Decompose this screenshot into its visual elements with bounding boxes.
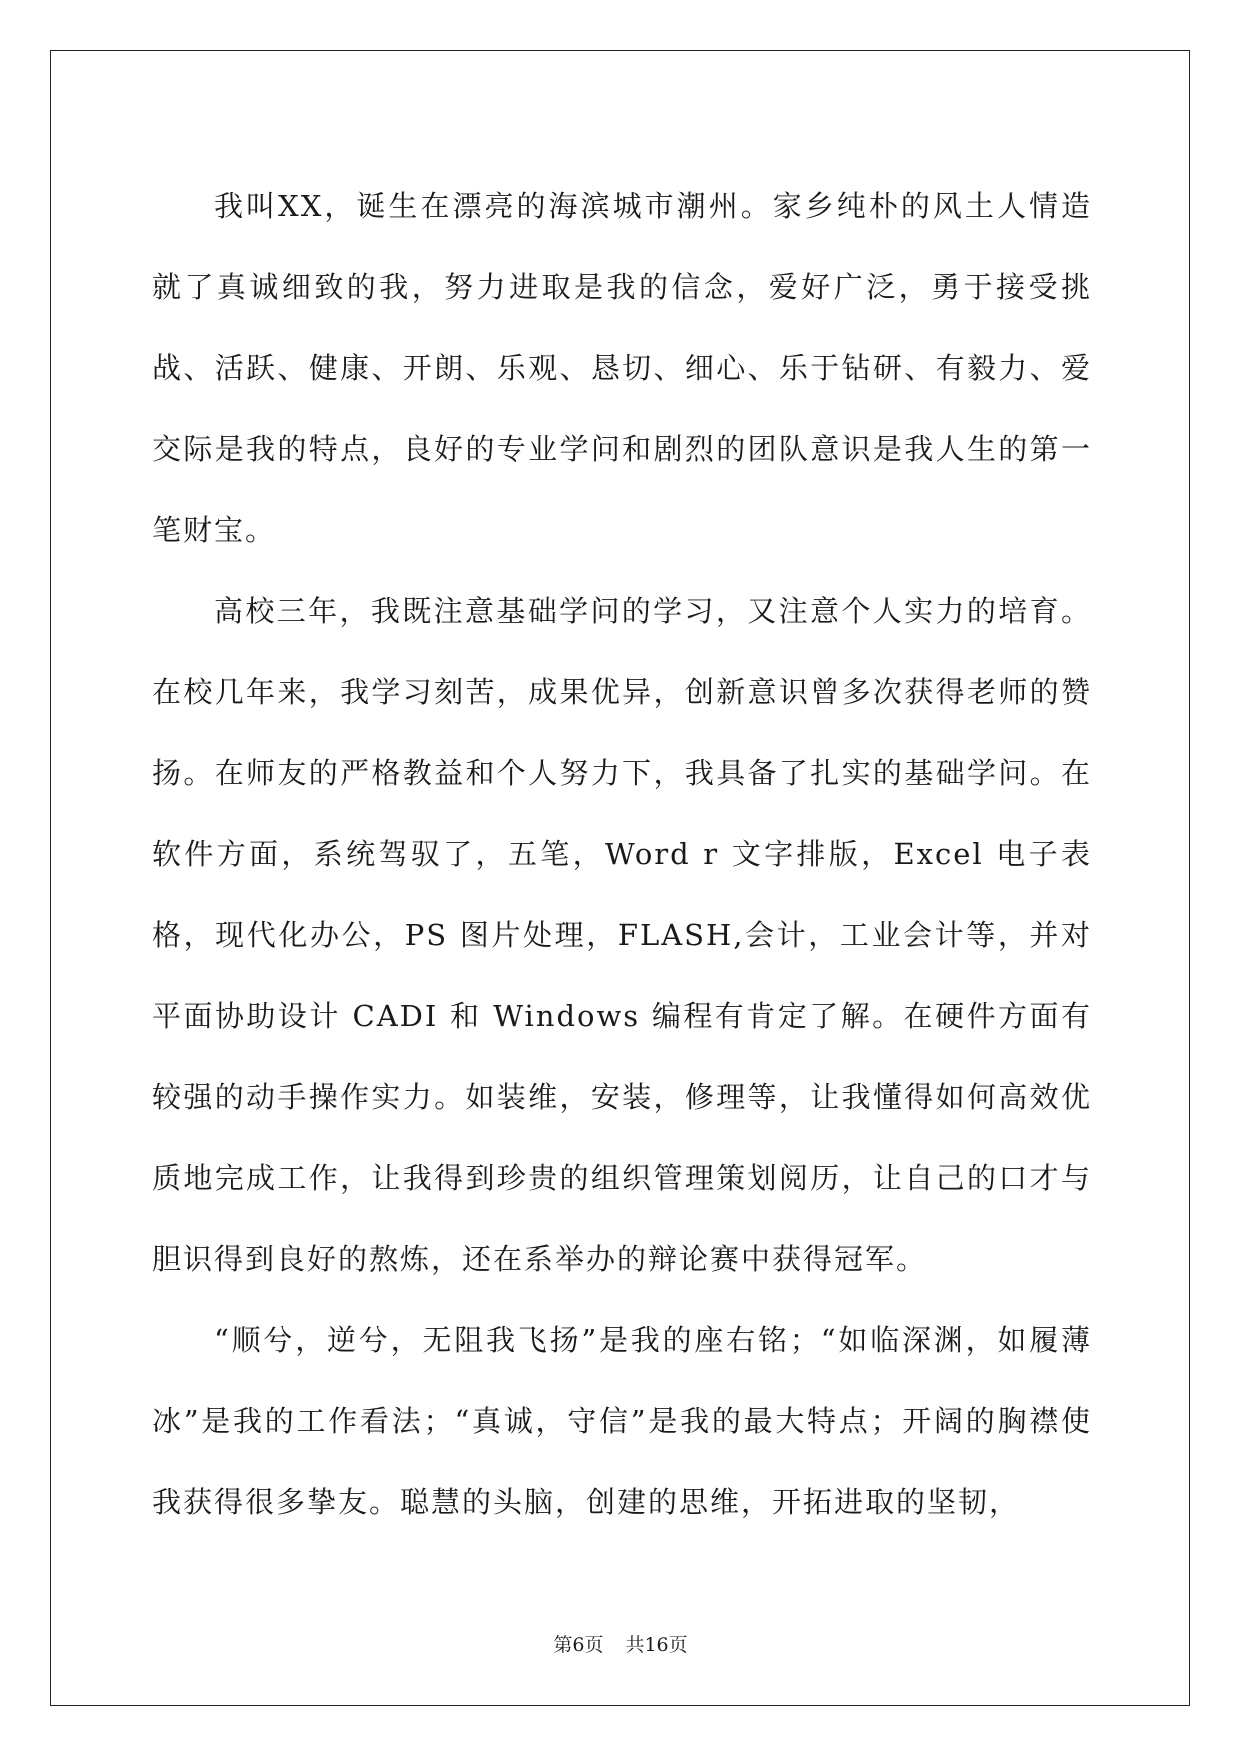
paragraph-university: 高校三年，我既注意基础学问的学习，又注意个人实力的培育。在校几年来，我学习刻苦，成果优异，创新意识曾多次获得老师的赞扬。在师友的严格教益和个人努力下，我具备了扎实的基础学问。在软件方面，系统驾驭了，五笔，Word r 文字排版，Excel 电子表格，现代化办公，PS 图片处理，FLASH,会计，工业会计等，并对平面协助设计 CADI 和 Windows 编程有肯定了解。在硬件方面有较强的动手操作实力。如装维，安装，修理等，让我懂得如何高效优质地完成工作，让我得到珍贵的组织管理策划阅历，让自己的口才与胆识得到良好的熬炼，还在系举办的辩论赛中获得冠军。 bbox=[152, 594, 1092, 1276]
page-total: 共16页 bbox=[625, 1634, 688, 1656]
page-number: 第6页 bbox=[553, 1634, 604, 1656]
page-footer bbox=[0, 1630, 1241, 1657]
paragraph-motto: “顺兮，逆兮，无阻我飞扬”是我的座右铭；“如临深渊，如履薄冰”是我的工作看法；“真诚，守信”是我的最大特点；开阔的胸襟使我获得很多挚友。聪慧的头脑，创建的思维，开拓进取的坚韧， bbox=[152, 1323, 1092, 1519]
paragraph-introduction: 我叫XX，诞生在漂亮的海滨城市潮州。家乡纯朴的风土人情造就了真诚细致的我，努力进取是我的信念，爱好广泛，勇于接受挑战、活跃、健康、开朗、乐观、恳切、细心、乐于钻研、有毅力、爱交际是我的特点，良好的专业学问和剧烈的团队意识是我人生的第一笔财宝。 bbox=[152, 189, 1092, 547]
document-body bbox=[152, 166, 1092, 1543]
